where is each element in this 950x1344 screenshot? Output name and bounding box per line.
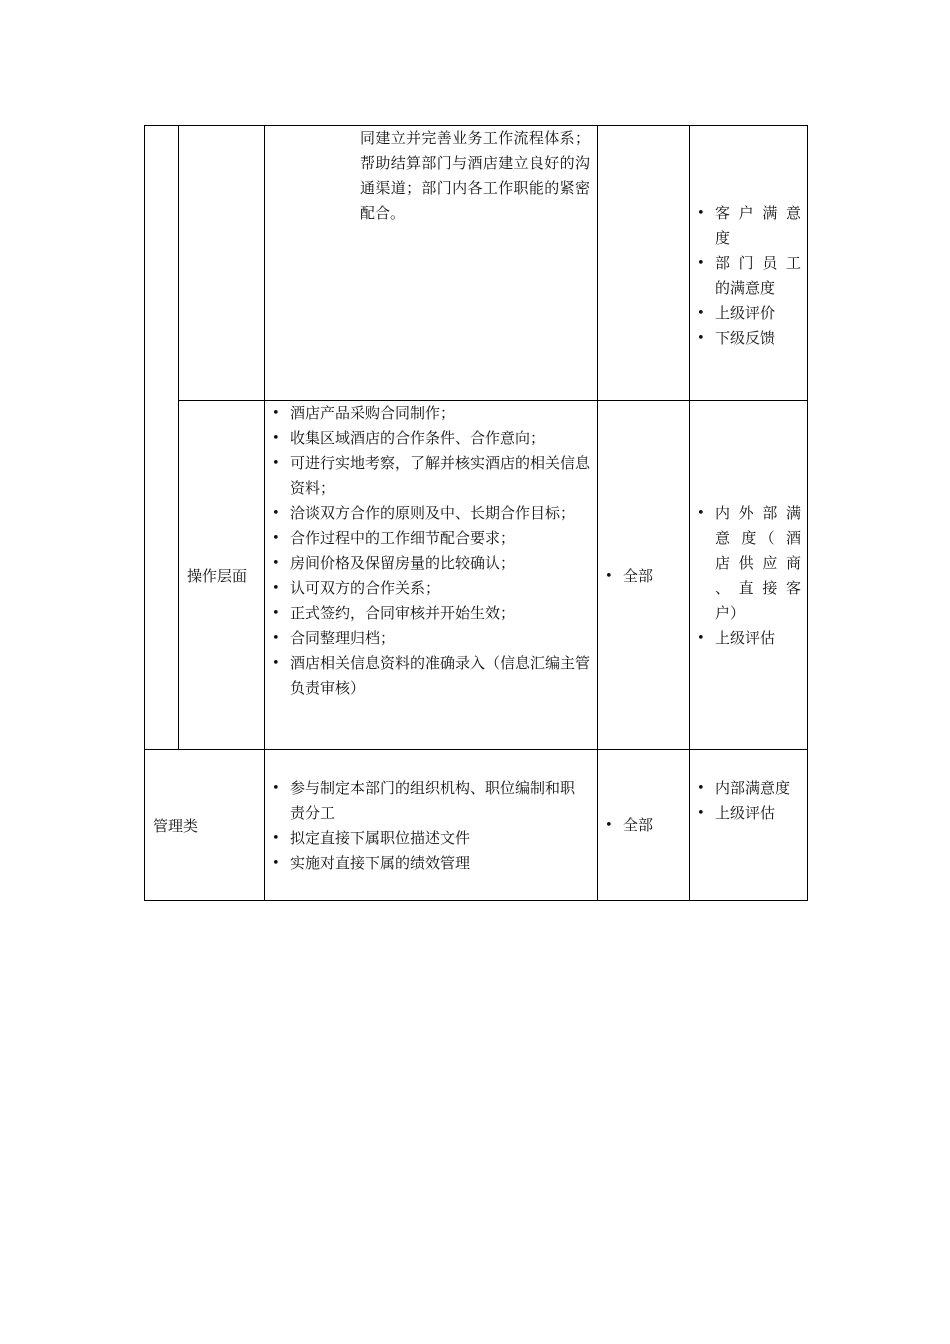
row3-label: 管理类	[153, 817, 199, 835]
row3-scope-list	[601, 813, 685, 838]
list-item: • 可进行实地考察，了解并核实酒店的相关信息资料；	[268, 451, 590, 501]
list-item: • 客 户 满 意 度	[693, 201, 801, 251]
list-item: • 认可双方的合作关系；	[268, 576, 590, 601]
list-item: • 酒店产品采购合同制作；	[268, 401, 590, 426]
list-item: • 部 门 员 工 的满意度	[693, 251, 801, 301]
list-item: • 洽谈双方合作的原则及中、长期合作目标；	[268, 501, 590, 526]
list-item: • 合同整理归档；	[268, 626, 590, 651]
row-divider-2	[144, 749, 808, 750]
row1-content: 同建立并完善业务工作流程体系；帮助结算部门与酒店建立良好的沟通渠道；部门内各工作职能的紧密配合。	[360, 129, 590, 222]
list-item: • 拟定直接下属职位描述文件	[268, 826, 584, 851]
list-item: • 全部	[601, 564, 685, 589]
list-item: • 房间价格及保留房量的比较确认；	[268, 551, 590, 576]
list-item: • 全部	[601, 813, 685, 838]
list-item: • 合作过程中的工作细节配合要求；	[268, 526, 590, 551]
list-item: • 上级评价	[693, 301, 801, 326]
list-item: • 上级评估	[693, 801, 793, 826]
col-divider-2	[264, 125, 265, 901]
list-item: • 内 外 部 满 意 度（ 酒 店 供 应 商 、 直 接 客户）	[693, 501, 801, 626]
col-divider-3	[597, 125, 598, 901]
row2-scope-list	[601, 564, 685, 589]
list-item: • 参与制定本部门的组织机构、职位编制和职责分工	[268, 776, 584, 826]
list-item: • 内部满意度	[693, 776, 793, 801]
row2-evaluation-list	[693, 501, 801, 651]
row3-evaluation-list	[693, 776, 793, 826]
row1-evaluation-list	[693, 201, 801, 351]
list-item: • 下级反馈	[693, 326, 801, 351]
col-divider-4	[689, 125, 690, 901]
list-item: • 上级评估	[693, 626, 801, 651]
row2-items-list	[268, 401, 590, 701]
list-item: • 实施对直接下属的绩效管理	[268, 851, 584, 876]
list-item: • 正式签约，合同审核并开始生效；	[268, 601, 590, 626]
row3-items-list	[268, 776, 584, 876]
list-item: • 酒店相关信息资料的准确录入（信息汇编主管负责审核）	[268, 651, 590, 701]
col-divider-1	[178, 125, 179, 750]
list-item: • 收集区域酒店的合作条件、合作意向；	[268, 426, 590, 451]
row2-label: 操作层面	[187, 567, 248, 585]
